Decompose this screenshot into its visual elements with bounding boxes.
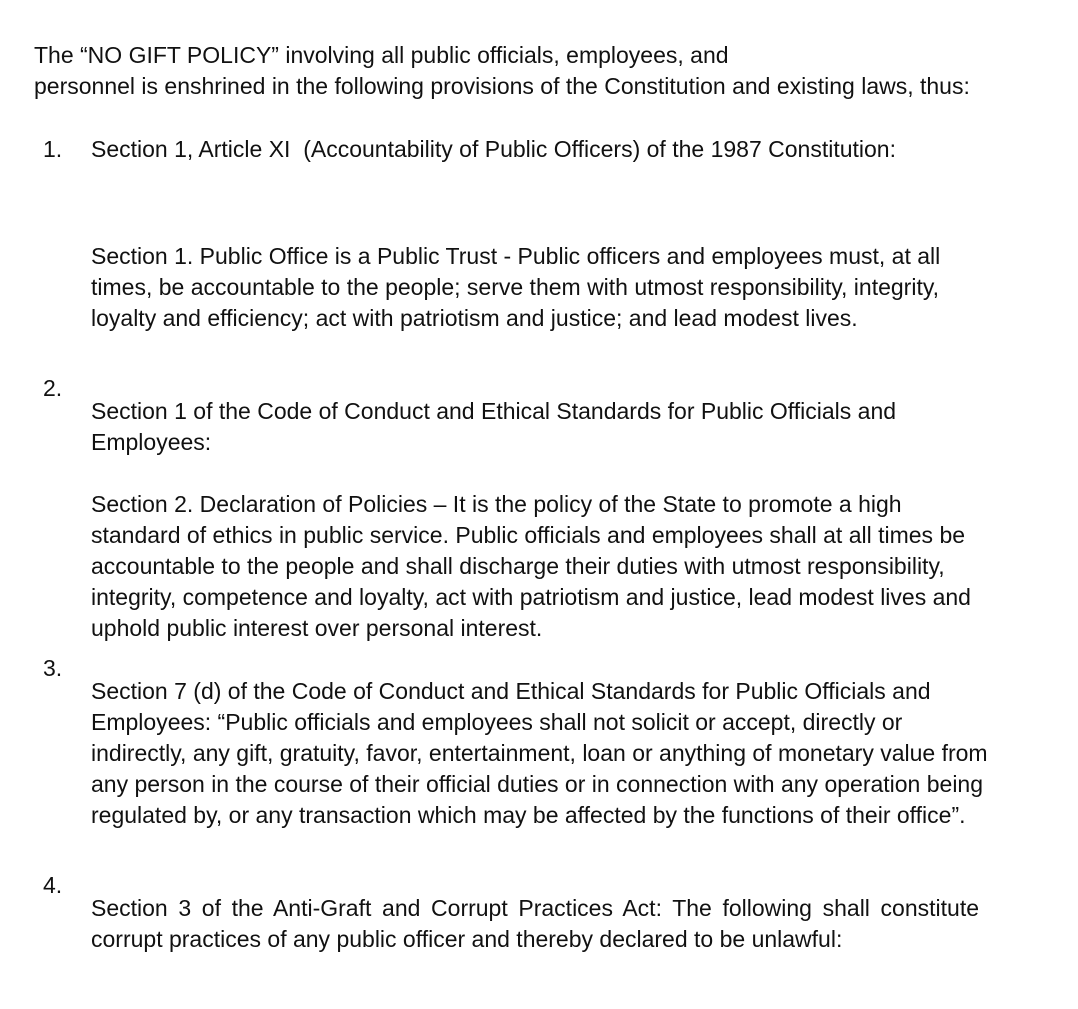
item-4-text: Section 3 of the Anti-Graft and Corrupt Practices Act: The following shall constitute corrupt practices of any public officer and thereby declared to be unlawful: — [91, 895, 979, 952]
list-number-2: 2. — [43, 375, 63, 401]
list-number-4: 4. — [43, 872, 63, 898]
intro-line-1: The “NO GIFT POLICY” involving all public officials, employees, and — [34, 42, 729, 68]
item-1-quote: Section 1. Public Office is a Public Trust - Public officers and employees must, at all times, be accountable to the people; serve them with utmost responsibility, integrity, loyalty and efficiency; act with patriotism and justice; and lead modest lives. — [91, 243, 941, 331]
list-number-3: 3. — [43, 655, 63, 681]
item-2-heading: Section 1 of the Code of Conduct and Ethical Standards for Public Officials and Employees: — [91, 398, 897, 455]
intro-line-2: personnel is enshrined in the following provisions of the Constitution and existing laws, thus: — [34, 73, 970, 99]
item-2-quote: Section 2. Declaration of Policies – It is the policy of the State to promote a high standard of ethics in public service. Public officials and employees shall at all times be accountable to the people and shall discharge their duties with utmost responsibility, integrity, competence and loyalty, act with patriotism and justice, lead modest lives and uphold public interest over personal interest. — [91, 491, 971, 641]
list-number-1: 1. — [43, 136, 63, 162]
item-3-text: Section 7 (d) of the Code of Conduct and Ethical Standards for Public Officials and Employees: “Public officials and employees shall not solicit or accept, directly or indirectly, any gift, gratuity, favor, entertainment, loan or anything of monetary value from any person in the course of their official duties or in connection with any operation being regulated by, or any transaction which may be affected by the functions of their office”. — [91, 678, 988, 828]
item-1-heading: Section 1, Article XI (Accountability of Public Officers) of the 1987 Constitution: — [91, 136, 896, 162]
